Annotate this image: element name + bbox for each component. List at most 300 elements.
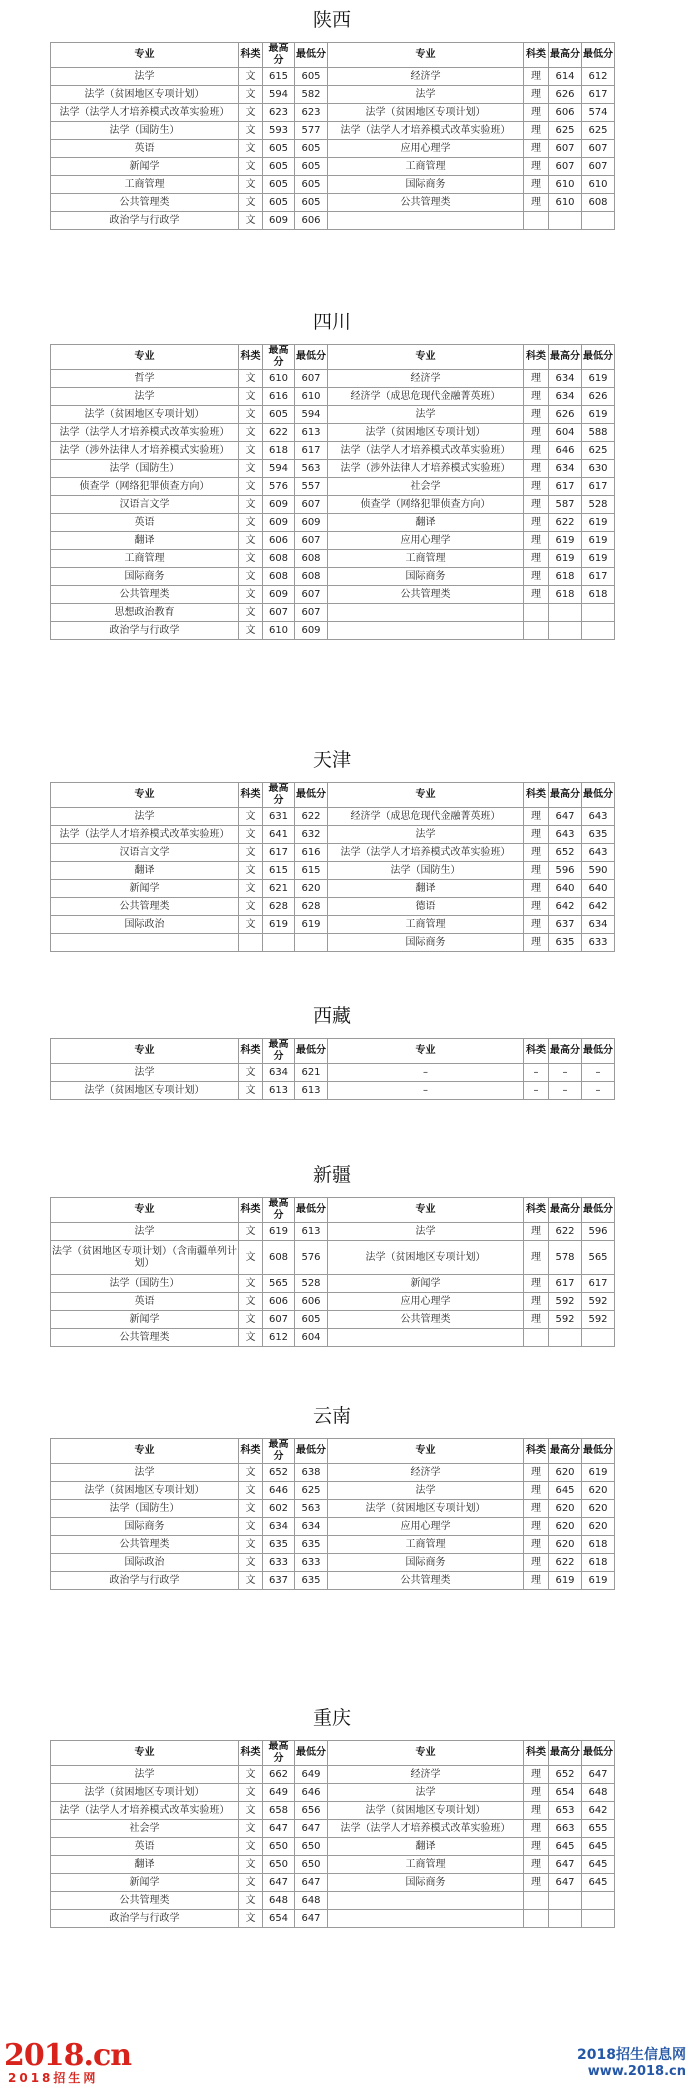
table-cell: 619: [549, 1572, 582, 1590]
table-row: [51, 898, 615, 916]
column-header: 最低分: [295, 345, 328, 370]
table-cell: 635: [263, 1536, 295, 1554]
table-cell: [524, 1892, 549, 1910]
table-cell: 工商管理: [328, 158, 524, 176]
table-cell: 理: [524, 1784, 549, 1802]
table-cell: 文: [239, 826, 263, 844]
table-cell: 公共管理类: [51, 1536, 239, 1554]
table-row: [51, 68, 615, 86]
column-header: 最低分: [295, 1198, 328, 1223]
table-cell: 604: [295, 1329, 328, 1347]
column-header: 最低分: [295, 1039, 328, 1064]
table-cell: 法学: [328, 1482, 524, 1500]
table-cell: 574: [582, 104, 615, 122]
table-cell: 英语: [51, 1293, 239, 1311]
table-cell: 528: [582, 496, 615, 514]
table-cell: 647: [263, 1874, 295, 1892]
score-table: [50, 1740, 615, 1928]
table-row: [51, 1572, 615, 1590]
table-row: [51, 550, 615, 568]
table-cell: 610: [582, 176, 615, 194]
column-header: 科类: [239, 783, 263, 808]
table-cell: 610: [549, 176, 582, 194]
table-cell: 626: [549, 86, 582, 104]
table-cell: 648: [295, 1892, 328, 1910]
table-row: [51, 1223, 615, 1241]
table-cell: 619: [582, 514, 615, 532]
table-cell: [524, 1910, 549, 1928]
table-cell: 德语: [328, 898, 524, 916]
table-cell: 理: [524, 86, 549, 104]
table-row: [51, 604, 615, 622]
table-cell: 文: [239, 586, 263, 604]
table-row: [51, 880, 615, 898]
table-cell: 理: [524, 176, 549, 194]
table-row: [51, 1536, 615, 1554]
table-cell: 592: [582, 1293, 615, 1311]
table-cell: 思想政治教育: [51, 604, 239, 622]
table-cell: 576: [263, 478, 295, 496]
table-cell: 理: [524, 388, 549, 406]
table-row: [51, 862, 615, 880]
table-cell: 理: [524, 1241, 549, 1275]
table-cell: 593: [263, 122, 295, 140]
table-cell: 608: [263, 550, 295, 568]
column-header: 专业: [51, 1439, 239, 1464]
table-row: [51, 194, 615, 212]
column-header: 最低分: [582, 783, 615, 808]
table-cell: 620: [582, 1518, 615, 1536]
column-header: 科类: [239, 1741, 263, 1766]
table-cell: 649: [263, 1784, 295, 1802]
table-cell: 642: [582, 898, 615, 916]
table-cell: 625: [582, 122, 615, 140]
score-table: [50, 42, 615, 230]
table-cell: 哲学: [51, 370, 239, 388]
table-cell: [549, 212, 582, 230]
table-cell: 610: [549, 194, 582, 212]
table-cell: –: [328, 1082, 524, 1100]
table-cell: 法学（国防生）: [51, 1275, 239, 1293]
table-row: [51, 1241, 615, 1275]
table-cell: 法学（贫困地区专项计划）: [328, 1500, 524, 1518]
table-cell: 630: [582, 460, 615, 478]
table-cell: 应用心理学: [328, 532, 524, 550]
table-row: [51, 140, 615, 158]
table-cell: 622: [549, 1554, 582, 1572]
table-cell: 理: [524, 1802, 549, 1820]
table-cell: 国际商务: [51, 568, 239, 586]
table-cell: 侦查学（网络犯罪侦查方向）: [51, 478, 239, 496]
table-cell: [549, 604, 582, 622]
table-cell: 607: [295, 604, 328, 622]
column-header: 专业: [51, 345, 239, 370]
table-row: [51, 1874, 615, 1892]
table-row: [51, 1820, 615, 1838]
table-cell: 622: [263, 424, 295, 442]
table-cell: 607: [295, 532, 328, 550]
section-title: 陕西: [312, 9, 351, 31]
table-cell: 社会学: [328, 478, 524, 496]
table-cell: 605: [295, 194, 328, 212]
table-cell: 理: [524, 140, 549, 158]
section-title: 云南: [312, 1405, 351, 1427]
table-row: [51, 622, 615, 640]
table-cell: 613: [295, 424, 328, 442]
table-cell: [582, 622, 615, 640]
table-cell: 649: [295, 1766, 328, 1784]
column-header: 专业: [328, 1039, 524, 1064]
table-cell: 文: [239, 194, 263, 212]
score-table: [50, 1438, 615, 1590]
table-row: [51, 934, 615, 952]
table-cell: 文: [239, 1518, 263, 1536]
table-cell: 640: [549, 880, 582, 898]
table-row: [51, 1482, 615, 1500]
table-cell: 609: [263, 514, 295, 532]
table-cell: 理: [524, 406, 549, 424]
table-cell: 609: [263, 212, 295, 230]
table-cell: 635: [295, 1536, 328, 1554]
table-cell: 645: [582, 1874, 615, 1892]
table-cell: 587: [549, 496, 582, 514]
table-cell: 公共管理类: [328, 1311, 524, 1329]
table-cell: 633: [295, 1554, 328, 1572]
table-cell: 法学（国防生）: [51, 122, 239, 140]
table-cell: 法学: [328, 86, 524, 104]
column-header: 科类: [524, 1198, 549, 1223]
table-cell: 625: [549, 122, 582, 140]
table-cell: 620: [295, 880, 328, 898]
table-cell: [549, 1892, 582, 1910]
column-header: 最低分: [582, 1039, 615, 1064]
table-cell: 国际商务: [51, 1518, 239, 1536]
table-cell: 619: [582, 532, 615, 550]
table-cell: 607: [295, 586, 328, 604]
table-row: [51, 1518, 615, 1536]
table-cell: 617: [582, 86, 615, 104]
table-cell: 理: [524, 194, 549, 212]
table-cell: 634: [549, 460, 582, 478]
table-cell: 633: [263, 1554, 295, 1572]
table-cell: 法学（贫困地区专项计划）: [328, 424, 524, 442]
logo-main-text: 2018.cn: [4, 2038, 132, 2073]
column-header: 专业: [328, 783, 524, 808]
table-cell: 工商管理: [328, 916, 524, 934]
table-cell: 经济学: [328, 370, 524, 388]
table-cell: 文: [239, 1311, 263, 1329]
table-cell: 文: [239, 212, 263, 230]
table-cell: 619: [549, 550, 582, 568]
table-cell: 590: [582, 862, 615, 880]
column-header: 科类: [524, 43, 549, 68]
table-cell: 文: [239, 880, 263, 898]
table-cell: 法学: [328, 826, 524, 844]
table-cell: 607: [295, 496, 328, 514]
score-table: [50, 1197, 615, 1347]
table-cell: 工商管理: [328, 1536, 524, 1554]
table-cell: [328, 212, 524, 230]
column-header: 科类: [524, 783, 549, 808]
column-header: 科类: [524, 1439, 549, 1464]
table-cell: 605: [263, 140, 295, 158]
table-cell: 647: [295, 1910, 328, 1928]
table-row: [51, 86, 615, 104]
table-cell: 理: [524, 808, 549, 826]
table-cell: 606: [263, 532, 295, 550]
table-cell: 623: [263, 104, 295, 122]
column-header: 科类: [524, 345, 549, 370]
table-cell: [51, 934, 239, 952]
table-cell: 文: [239, 1554, 263, 1572]
table-cell: 643: [549, 826, 582, 844]
table-cell: 617: [549, 1275, 582, 1293]
table-row: [51, 104, 615, 122]
table-cell: 592: [582, 1311, 615, 1329]
table-cell: 理: [524, 898, 549, 916]
table-row: [51, 514, 615, 532]
table-cell: 法学: [51, 68, 239, 86]
table-cell: 609: [295, 514, 328, 532]
table-row: [51, 1329, 615, 1347]
table-cell: 642: [549, 898, 582, 916]
table-cell: 英语: [51, 140, 239, 158]
table-cell: 文: [239, 550, 263, 568]
table-row: [51, 1892, 615, 1910]
table-cell: 617: [582, 1275, 615, 1293]
table-cell: 文: [239, 844, 263, 862]
table-row: [51, 496, 615, 514]
table-cell: 608: [582, 194, 615, 212]
table-cell: 605: [295, 68, 328, 86]
table-cell: –: [549, 1082, 582, 1100]
header-row: [51, 783, 615, 808]
table-cell: 国际商务: [328, 1874, 524, 1892]
table-cell: 法学（国防生）: [51, 1500, 239, 1518]
table-cell: 608: [263, 568, 295, 586]
table-cell: 618: [582, 1554, 615, 1572]
column-header: 最高分: [263, 1198, 295, 1223]
table-row: [51, 388, 615, 406]
table-cell: 理: [524, 1464, 549, 1482]
column-header: 最高分: [549, 783, 582, 808]
table-cell: 616: [295, 844, 328, 862]
table-cell: [582, 212, 615, 230]
table-cell: 新闻学: [328, 1275, 524, 1293]
table-cell: 理: [524, 1572, 549, 1590]
table-cell: 607: [582, 140, 615, 158]
table-cell: 634: [263, 1518, 295, 1536]
column-header: 最高分: [549, 1439, 582, 1464]
table-cell: [328, 604, 524, 622]
table-cell: 法学（贫困地区专项计划）: [51, 1784, 239, 1802]
table-cell: 620: [582, 1500, 615, 1518]
table-cell: 604: [549, 424, 582, 442]
table-cell: 646: [549, 442, 582, 460]
table-cell: 文: [239, 1838, 263, 1856]
table-cell: 理: [524, 1820, 549, 1838]
table-row: [51, 1082, 615, 1100]
column-header: 科类: [239, 43, 263, 68]
column-header: 最高分: [549, 345, 582, 370]
table-cell: 656: [295, 1802, 328, 1820]
table-cell: 650: [295, 1856, 328, 1874]
table-cell: 621: [263, 880, 295, 898]
table-cell: 公共管理类: [51, 1892, 239, 1910]
table-cell: 理: [524, 460, 549, 478]
section-title: 新疆: [312, 1164, 351, 1186]
table-cell: 文: [239, 1802, 263, 1820]
table-cell: 汉语言文学: [51, 496, 239, 514]
table-cell: 应用心理学: [328, 1518, 524, 1536]
table-cell: 法学（贫困地区专项计划）: [51, 406, 239, 424]
table-cell: 596: [549, 862, 582, 880]
column-header: 科类: [524, 1741, 549, 1766]
table-cell: 文: [239, 862, 263, 880]
table-cell: 理: [524, 122, 549, 140]
table-cell: 经济学: [328, 68, 524, 86]
table-cell: 654: [549, 1784, 582, 1802]
table-cell: 法学: [51, 808, 239, 826]
table-cell: 617: [549, 478, 582, 496]
table-cell: 605: [295, 1311, 328, 1329]
table-cell: 605: [263, 176, 295, 194]
table-cell: 613: [263, 1082, 295, 1100]
table-cell: 606: [263, 1293, 295, 1311]
table-cell: 理: [524, 568, 549, 586]
table-cell: 565: [582, 1241, 615, 1275]
table-cell: 663: [549, 1820, 582, 1838]
table-cell: 文: [239, 1892, 263, 1910]
table-cell: 文: [239, 604, 263, 622]
table-cell: 公共管理类: [51, 194, 239, 212]
table-cell: 文: [239, 1500, 263, 1518]
table-row: [51, 1802, 615, 1820]
watermark-site-name: 2018招生信息网: [577, 2047, 686, 2063]
table-row: [51, 1464, 615, 1482]
table-cell: 609: [295, 622, 328, 640]
column-header: 专业: [51, 43, 239, 68]
table-cell: 法学（法学人才培养模式改革实验班）: [51, 424, 239, 442]
table-cell: 应用心理学: [328, 140, 524, 158]
table-cell: 理: [524, 68, 549, 86]
table-cell: 文: [239, 1293, 263, 1311]
table-cell: 法学: [51, 388, 239, 406]
table-row: [51, 122, 615, 140]
table-cell: 643: [582, 844, 615, 862]
score-table: [50, 344, 615, 640]
table-cell: 公共管理类: [328, 1572, 524, 1590]
table-cell: 文: [239, 496, 263, 514]
table-cell: 英语: [51, 1838, 239, 1856]
table-cell: 646: [295, 1784, 328, 1802]
logo-sub-text: 2018招生网: [8, 2071, 99, 2085]
table-row: [51, 1784, 615, 1802]
table-cell: [549, 622, 582, 640]
table-cell: 文: [239, 514, 263, 532]
table-cell: 592: [549, 1311, 582, 1329]
table-cell: 605: [263, 406, 295, 424]
table-cell: 645: [549, 1482, 582, 1500]
table-cell: 612: [263, 1329, 295, 1347]
score-table: [50, 1038, 615, 1100]
table-cell: 607: [549, 140, 582, 158]
table-cell: 605: [295, 140, 328, 158]
table-cell: 法学（贫困地区专项计划）: [328, 1241, 524, 1275]
table-cell: 619: [582, 550, 615, 568]
table-cell: 655: [582, 1820, 615, 1838]
header-row: [51, 43, 615, 68]
table-cell: 法学（法学人才培养模式改革实验班）: [328, 844, 524, 862]
table-cell: 650: [263, 1856, 295, 1874]
table-cell: 社会学: [51, 1820, 239, 1838]
table-cell: 635: [549, 934, 582, 952]
table-cell: 理: [524, 1518, 549, 1536]
table-cell: 汉语言文学: [51, 844, 239, 862]
column-header: 最低分: [582, 345, 615, 370]
table-cell: 政治学与行政学: [51, 1572, 239, 1590]
table-cell: 文: [239, 1464, 263, 1482]
table-cell: 应用心理学: [328, 1293, 524, 1311]
table-cell: 619: [549, 532, 582, 550]
table-cell: [524, 212, 549, 230]
table-cell: 法学（贫困地区专项计划）: [328, 1802, 524, 1820]
table-cell: [328, 1910, 524, 1928]
table-cell: 594: [263, 460, 295, 478]
column-header: 科类: [524, 1039, 549, 1064]
column-header: 最低分: [582, 43, 615, 68]
table-cell: 文: [239, 1223, 263, 1241]
column-header: 科类: [239, 1039, 263, 1064]
table-cell: [582, 1329, 615, 1347]
table-cell: 618: [549, 586, 582, 604]
table-cell: 理: [524, 1275, 549, 1293]
table-row: [51, 586, 615, 604]
table-cell: [263, 934, 295, 952]
header-row: [51, 1039, 615, 1064]
table-cell: 647: [263, 1820, 295, 1838]
table-cell: 557: [295, 478, 328, 496]
table-cell: 605: [263, 158, 295, 176]
table-cell: 605: [263, 194, 295, 212]
table-cell: 国际商务: [328, 176, 524, 194]
table-cell: 628: [263, 898, 295, 916]
table-cell: 606: [549, 104, 582, 122]
column-header: 专业: [51, 1039, 239, 1064]
table-cell: 608: [263, 1241, 295, 1275]
table-cell: 理: [524, 442, 549, 460]
table-cell: [582, 604, 615, 622]
section-title: 四川: [312, 311, 351, 333]
column-header: 最高分: [263, 43, 295, 68]
table-cell: 文: [239, 916, 263, 934]
table-cell: 631: [263, 808, 295, 826]
table-cell: 文: [239, 460, 263, 478]
table-cell: 文: [239, 1874, 263, 1892]
table-row: [51, 1311, 615, 1329]
table-cell: 法学（涉外法律人才培养模式实验班）: [51, 442, 239, 460]
table-cell: 新闻学: [51, 1311, 239, 1329]
table-cell: 620: [549, 1536, 582, 1554]
table-cell: 619: [582, 1572, 615, 1590]
table-cell: 理: [524, 1536, 549, 1554]
table-cell: 翻译: [51, 862, 239, 880]
table-cell: 新闻学: [51, 880, 239, 898]
table-cell: 620: [549, 1518, 582, 1536]
table-cell: 文: [239, 1784, 263, 1802]
column-header: 专业: [328, 43, 524, 68]
table-cell: 646: [263, 1482, 295, 1500]
